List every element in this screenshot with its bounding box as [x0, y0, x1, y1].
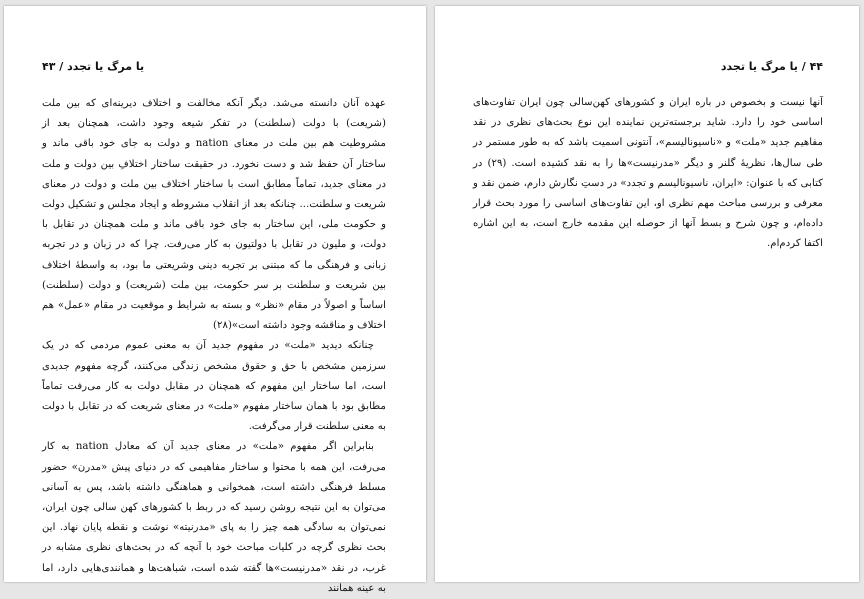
- right-book-page: [435, 6, 859, 582]
- paragraph: بنابراین اگر مفهوم «ملت» در معنای جدید آن که معادل nation به کار می‌رفت، این همه با محتوا و ساختار مفاهیمی که در دنیای پیش «مدرن» حضور مسلط فرهنگی داشته است، همخوانی و هماهنگی داشته باشد، پس به آسانی می‌توان به این نتیجه روشن رسید که در ربط با کشورهای کهن سالی چون ایران، نمی‌توان به سادگی همه چیز را به پای «مدرنیته» نوشت و نقطه پایان نهاد. این بحث نظری گرچه در کلیات مباحث خود با آنچه که در بحث‌های نظری مشابه در غرب، در نقد «مدرنیست»ها گفته شده است، شباهت‌ها و همانندی‌هایی دارد، اما به عینه همانند: [42, 441, 386, 594]
- page-body-right: [473, 93, 823, 255]
- paragraph: چنانکه دیدید «ملت» در مفهوم جدید آن به معنی عموم مردمی که در یک سرزمین مشخص با حق و حقوق مشخص زندگی می‌کنند، گرچه مفهوم جدیدی است، اما ساختار این مفهوم که همچنان در مقابل دولت به کار می‌رفت تماماً مطابق بود با همان ساختار مفهوم «ملت» در معنای شریعت که در تقابل با دولت به معنی سلطنت قرار می‌گرفت.: [42, 340, 386, 433]
- page-body-left: [42, 94, 386, 599]
- running-header-left: یا مرگ یا تجدد / ۴۳: [42, 60, 145, 73]
- paragraph: عهده آنان دانسته می‌شد. دیگر آنکه مخالفت و اختلاف دیرینه‌ای که بین ملت (شریعت) با دولت (سلطنت) در تفکر شیعه وجود داشت، همچنان بعد از مشروطیت هم بین ملت در معنای nation و دولت به جای خود باقی ماند و ساختار آن حفظ شد و دست نخورد. در حقیقت ساختار اختلافِ بین دولت و ملت در معنای جدید، تماماً مطابق است با ساختار اختلاف بین ملت و دولت در معنای شریعت و سلطنت... چنانکه بعد از انقلاب مشروطه و ایجاد مجلس و تشکیل دولت و حکومت ملی، این ساختار به جای خود باقی ماند و ملت همچنان در تقابل با دولت، و ملیون در تقابل با دولتیون به کار می‌رفت. چرا که در زبان و در تجربه زبانی و فرهنگی ما که مبتنی بر تجربه دینی وشریعتی ما بود، به واسطهٔ اختلاف بین شریعت و سلطنت بر سر حکومت، بین ملت (شریعت) و دولت (سلطنت) اساساً و اصولاً در مقام «نظر» و بسته به شرایط و موقعیت در مقام «عمل» هم اختلاف و مناقشه وجود داشته است»(۲۸): [42, 98, 386, 332]
- running-header-right: ۴۴ / یا مرگ یا تجدد: [720, 60, 823, 73]
- paragraph: آنها نیست و بخصوص در باره ایران و کشورهای کهن‌سالی چون ایران تفاوت‌های اساسی خود را دارد. شاید برجسته‌ترین نماینده این نوع بحث‌های نظری در نقد مفاهیم جدید «ملت» و «ناسیونالیسم»، آنتونی اسمیت باشد که به طور مستمر در طی سال‌ها، نظریهٔ گلنر و دیگر «مدرنیست»ها را به نقد کشیده است. (۲۹) در کتابی که با عنوان: «ایران، ناسیونالیسم و تجدد» در دستِ نگارش دارم، ضمن نقد و معرفی و بررسی مباحث مهم نظری او، این تفاوت‌های اساسی را مورد بحث قرار داده‌ام، و چون شرح و بسط آنها از حوصله این مقدمه خارج است، به این اشاره اکتفا کردم‌ام.: [473, 97, 824, 250]
- left-book-page: [4, 6, 426, 594]
